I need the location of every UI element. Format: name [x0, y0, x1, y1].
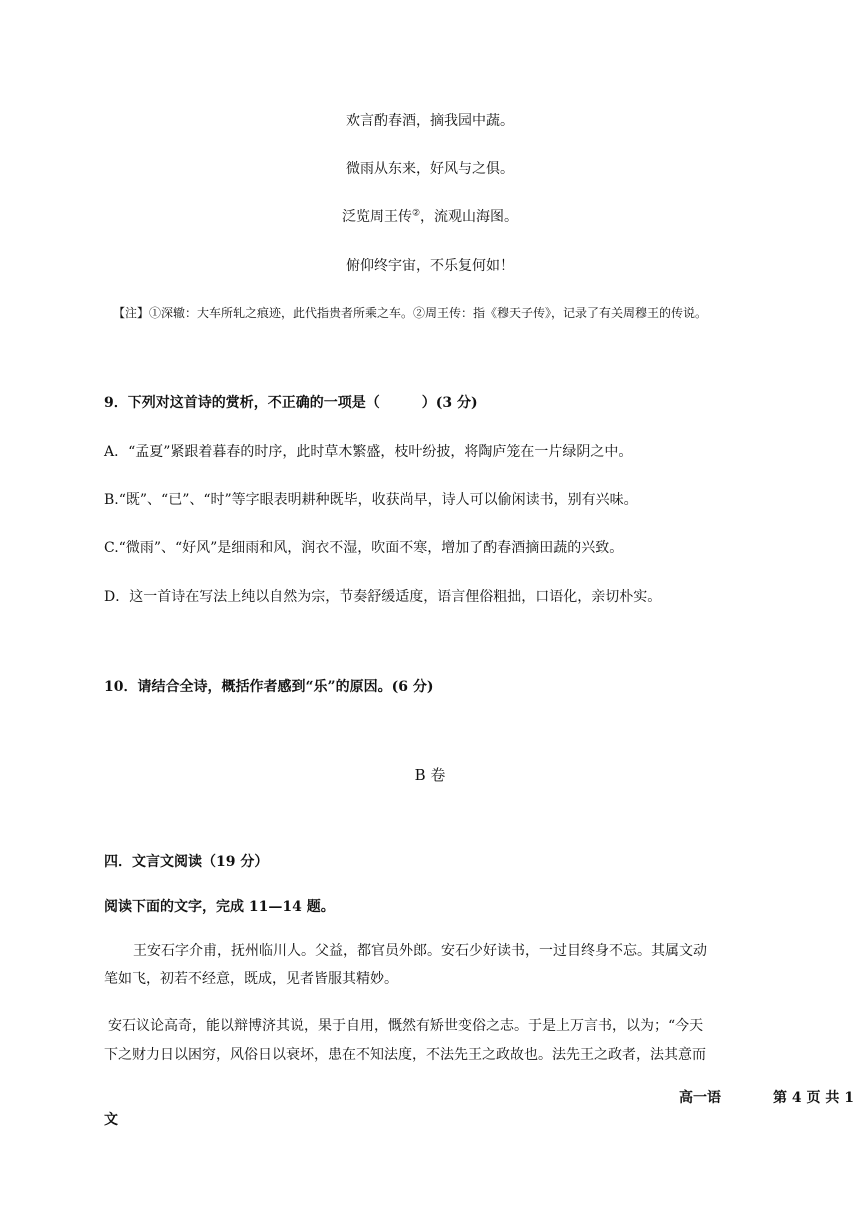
passage-p2-line-2: 下之财力日以困穷，风俗日以衰坏，患在不知法度，不法先王之政故也。法先王之政者，法其意而 [104, 1047, 706, 1063]
question-10: 10．请结合全诗，概括作者感到“乐”的原因。(6 分) [104, 679, 434, 695]
poem-line-3-pre: 泛览周王传 [341, 209, 412, 225]
section-b-heading: B 卷 [414, 766, 446, 784]
question-9-option-a: A．“孟夏”紧跟着暮春的时序，此时草木繁盛，枝叶纷披，将陶庐笼在一片绿阴之中。 [104, 444, 633, 460]
footer-subject: 高一语 [679, 1090, 721, 1106]
poem-line-2: 微雨从东来，好风与之俱。 [346, 161, 514, 177]
footnote-marker: ② [411, 208, 421, 219]
passage-p1-line-2: 笔如飞，初若不经意，既成，见者皆服其精妙。 [104, 971, 398, 987]
question-9-option-c: C.“微雨”、“好风”是细雨和风，润衣不湿，吹面不寒，增加了酌春酒摘田蔬的兴致。 [104, 540, 624, 556]
reading-instruction: 阅读下面的文字，完成 11—14 题。 [104, 899, 335, 915]
question-9-stem: 9．下列对这首诗的赏析，不正确的一项是（ ）(3 分) [104, 395, 478, 411]
poem-line-4: 俯仰终宇宙，不乐复何如！ [346, 258, 514, 274]
footer-overflow-char: 文 [104, 1112, 118, 1128]
poem-line-3 [0, 206, 860, 226]
question-9-option-d: D．这一首诗在写法上纯以自然为宗，节奏舒缓适度，语言俚俗粗拙，口语化，亲切朴实。 [104, 589, 662, 605]
question-9-option-b: B.“既”、“已”、“时”等字眼表明耕种既毕，收获尚早，诗人可以偷闲读书，别有兴味。 [104, 492, 638, 508]
poem-line-1: 欢言酌春酒，摘我园中蔬。 [346, 113, 514, 129]
section-4-heading: 四．文言文阅读（19 分） [104, 854, 269, 870]
poem-note: 【注】①深辙：大车所轧之痕迹，此代指贵者所乘之车。②周王传：指《穆天子传》，记录了有关周穆王的传说。 [113, 306, 708, 320]
passage-p2-line-1: 安石议论高奇，能以辩博济其说，果于自用，慨然有矫世变俗之志。于是上万言书，以为；“今天 [108, 1018, 704, 1034]
passage-p1-line-1: 王安石字介甫，抚州临川人。父益，都官员外郎。安石少好读书，一过目终身不忘。其属文动 [133, 943, 707, 959]
footer-page-number: 第 4 页 共 1 [773, 1090, 854, 1106]
poem-line-3-post: ，流观山海图。 [420, 209, 519, 225]
